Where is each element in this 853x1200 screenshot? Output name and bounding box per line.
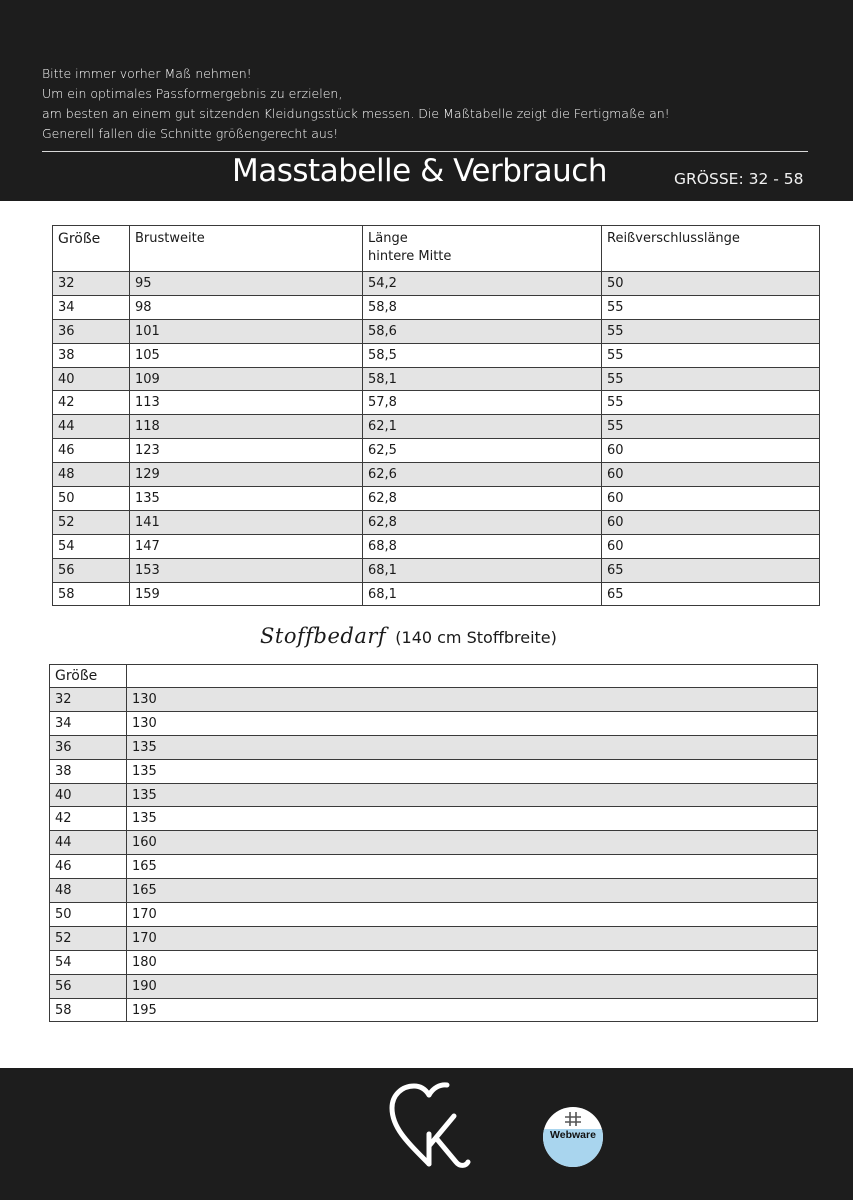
table-cell: 129 — [130, 463, 363, 487]
table-cell: 68,1 — [363, 582, 602, 606]
table-cell: 60 — [602, 534, 820, 558]
table-cell: 32 — [50, 688, 127, 712]
table-row — [50, 998, 818, 1022]
weave-icon — [564, 1111, 582, 1127]
fabric-title-note: (140 cm Stoffbreite) — [395, 628, 557, 647]
table-cell: 98 — [130, 295, 363, 319]
table-row — [53, 415, 820, 439]
table-row — [53, 295, 820, 319]
table-cell: 38 — [53, 343, 130, 367]
table-cell: 113 — [130, 391, 363, 415]
table-cell: 58 — [50, 998, 127, 1022]
table-cell: 130 — [127, 688, 818, 712]
table-cell: 36 — [50, 735, 127, 759]
table-cell: 52 — [50, 926, 127, 950]
table-cell: 130 — [127, 711, 818, 735]
table-cell: 55 — [602, 319, 820, 343]
table-cell: 46 — [53, 439, 130, 463]
table-row — [53, 487, 820, 511]
table-row — [50, 855, 818, 879]
table-cell: 55 — [602, 295, 820, 319]
table-cell: 109 — [130, 367, 363, 391]
table-cell: 56 — [50, 974, 127, 998]
table-cell: 42 — [50, 807, 127, 831]
table-cell: 105 — [130, 343, 363, 367]
table-cell: 55 — [602, 391, 820, 415]
table-cell: 46 — [50, 855, 127, 879]
table-cell: 190 — [127, 974, 818, 998]
table-cell: 165 — [127, 879, 818, 903]
table-cell: 101 — [130, 319, 363, 343]
page-title: Masstabelle & Verbrauch — [232, 153, 608, 189]
table-row — [53, 534, 820, 558]
table-row — [53, 343, 820, 367]
column-header-size: Größe — [53, 226, 130, 272]
table-row — [50, 735, 818, 759]
table-cell: 50 — [50, 903, 127, 927]
note-line: Bitte immer vorher Maß nehmen! — [42, 66, 252, 81]
table-cell: 123 — [130, 439, 363, 463]
table-cell: 170 — [127, 926, 818, 950]
note-line: Generell fallen die Schnitte größengerecht aus! — [42, 126, 339, 141]
size-notes — [42, 64, 670, 144]
table-row — [53, 463, 820, 487]
column-header-back-length: Länge hintere Mitte — [363, 226, 602, 272]
table-cell: 135 — [127, 759, 818, 783]
table-cell: 55 — [602, 367, 820, 391]
table-row — [53, 391, 820, 415]
table-cell: 55 — [602, 415, 820, 439]
table-cell: 60 — [602, 510, 820, 534]
table-cell: 58,6 — [363, 319, 602, 343]
table-cell: 159 — [130, 582, 363, 606]
header-divider — [42, 151, 808, 152]
table-cell: 135 — [127, 735, 818, 759]
table-cell: 195 — [127, 998, 818, 1022]
table-cell: 50 — [53, 487, 130, 511]
table-cell: 180 — [127, 950, 818, 974]
table-row — [50, 831, 818, 855]
table-row — [50, 807, 818, 831]
table-cell: 32 — [53, 272, 130, 296]
table-cell: 54 — [53, 534, 130, 558]
table-cell: 160 — [127, 831, 818, 855]
table-cell: 118 — [130, 415, 363, 439]
table-row — [53, 272, 820, 296]
table-row — [50, 950, 818, 974]
table-row — [50, 711, 818, 735]
note-line: Um ein optimales Passformergebnis zu erzielen, — [42, 86, 343, 101]
table-cell: 62,6 — [363, 463, 602, 487]
table-cell: 58,5 — [363, 343, 602, 367]
fabric-title — [260, 624, 557, 648]
table-cell: 34 — [50, 711, 127, 735]
table-cell: 68,1 — [363, 558, 602, 582]
table-row — [53, 510, 820, 534]
table-header-row — [50, 665, 818, 688]
badge-label: Webware — [550, 1129, 596, 1141]
table-cell: 62,8 — [363, 487, 602, 511]
column-header-zipper-length: Reißverschlusslänge — [602, 226, 820, 272]
table-cell: 147 — [130, 534, 363, 558]
table-row — [50, 688, 818, 712]
table-row — [50, 903, 818, 927]
size-range-label: GRÖSSE: 32 - 58 — [674, 170, 804, 188]
table-cell: 57,8 — [363, 391, 602, 415]
table-cell: 141 — [130, 510, 363, 534]
table-cell: 165 — [127, 855, 818, 879]
table-cell: 68,8 — [363, 534, 602, 558]
table-cell: 44 — [53, 415, 130, 439]
table-cell: 58 — [53, 582, 130, 606]
table-cell: 60 — [602, 487, 820, 511]
table-cell: 34 — [53, 295, 130, 319]
table-row — [50, 926, 818, 950]
table-cell: 56 — [53, 558, 130, 582]
table-cell: 135 — [127, 783, 818, 807]
table-cell: 40 — [53, 367, 130, 391]
table-cell: 40 — [50, 783, 127, 807]
note-line: am besten an einem gut sitzenden Kleidungsstück messen. Die Maßtabelle zeigt die Fertigmaße an! — [42, 106, 670, 121]
table-row — [50, 974, 818, 998]
table-row — [50, 759, 818, 783]
column-header-size: Größe — [50, 665, 127, 688]
table-cell: 36 — [53, 319, 130, 343]
fabric-table — [49, 664, 818, 1022]
table-cell: 44 — [50, 831, 127, 855]
table-cell: 58,1 — [363, 367, 602, 391]
table-cell: 60 — [602, 463, 820, 487]
table-row — [53, 439, 820, 463]
table-cell: 135 — [130, 487, 363, 511]
table-row — [50, 879, 818, 903]
column-header-amount — [127, 665, 818, 688]
table-cell: 55 — [602, 343, 820, 367]
column-header-chest: Brustweite — [130, 226, 363, 272]
table-header-row — [53, 226, 820, 272]
table-cell: 54,2 — [363, 272, 602, 296]
table-cell: 135 — [127, 807, 818, 831]
table-cell: 62,5 — [363, 439, 602, 463]
table-row — [53, 558, 820, 582]
table-cell: 42 — [53, 391, 130, 415]
header-band — [0, 0, 853, 201]
table-cell: 65 — [602, 582, 820, 606]
fabric-title-script: Stoffbedarf — [260, 624, 387, 648]
table-row — [50, 783, 818, 807]
table-cell: 170 — [127, 903, 818, 927]
table-cell: 52 — [53, 510, 130, 534]
table-cell: 95 — [130, 272, 363, 296]
table-row — [53, 582, 820, 606]
heart-k-logo — [384, 1078, 474, 1172]
webware-badge — [543, 1107, 603, 1167]
table-cell: 48 — [53, 463, 130, 487]
table-cell: 153 — [130, 558, 363, 582]
table-row — [53, 319, 820, 343]
table-cell: 62,8 — [363, 510, 602, 534]
measurement-table — [52, 225, 820, 606]
table-cell: 54 — [50, 950, 127, 974]
table-cell: 50 — [602, 272, 820, 296]
table-cell: 60 — [602, 439, 820, 463]
table-cell: 48 — [50, 879, 127, 903]
table-cell: 62,1 — [363, 415, 602, 439]
table-cell: 58,8 — [363, 295, 602, 319]
table-row — [53, 367, 820, 391]
table-cell: 38 — [50, 759, 127, 783]
table-cell: 65 — [602, 558, 820, 582]
